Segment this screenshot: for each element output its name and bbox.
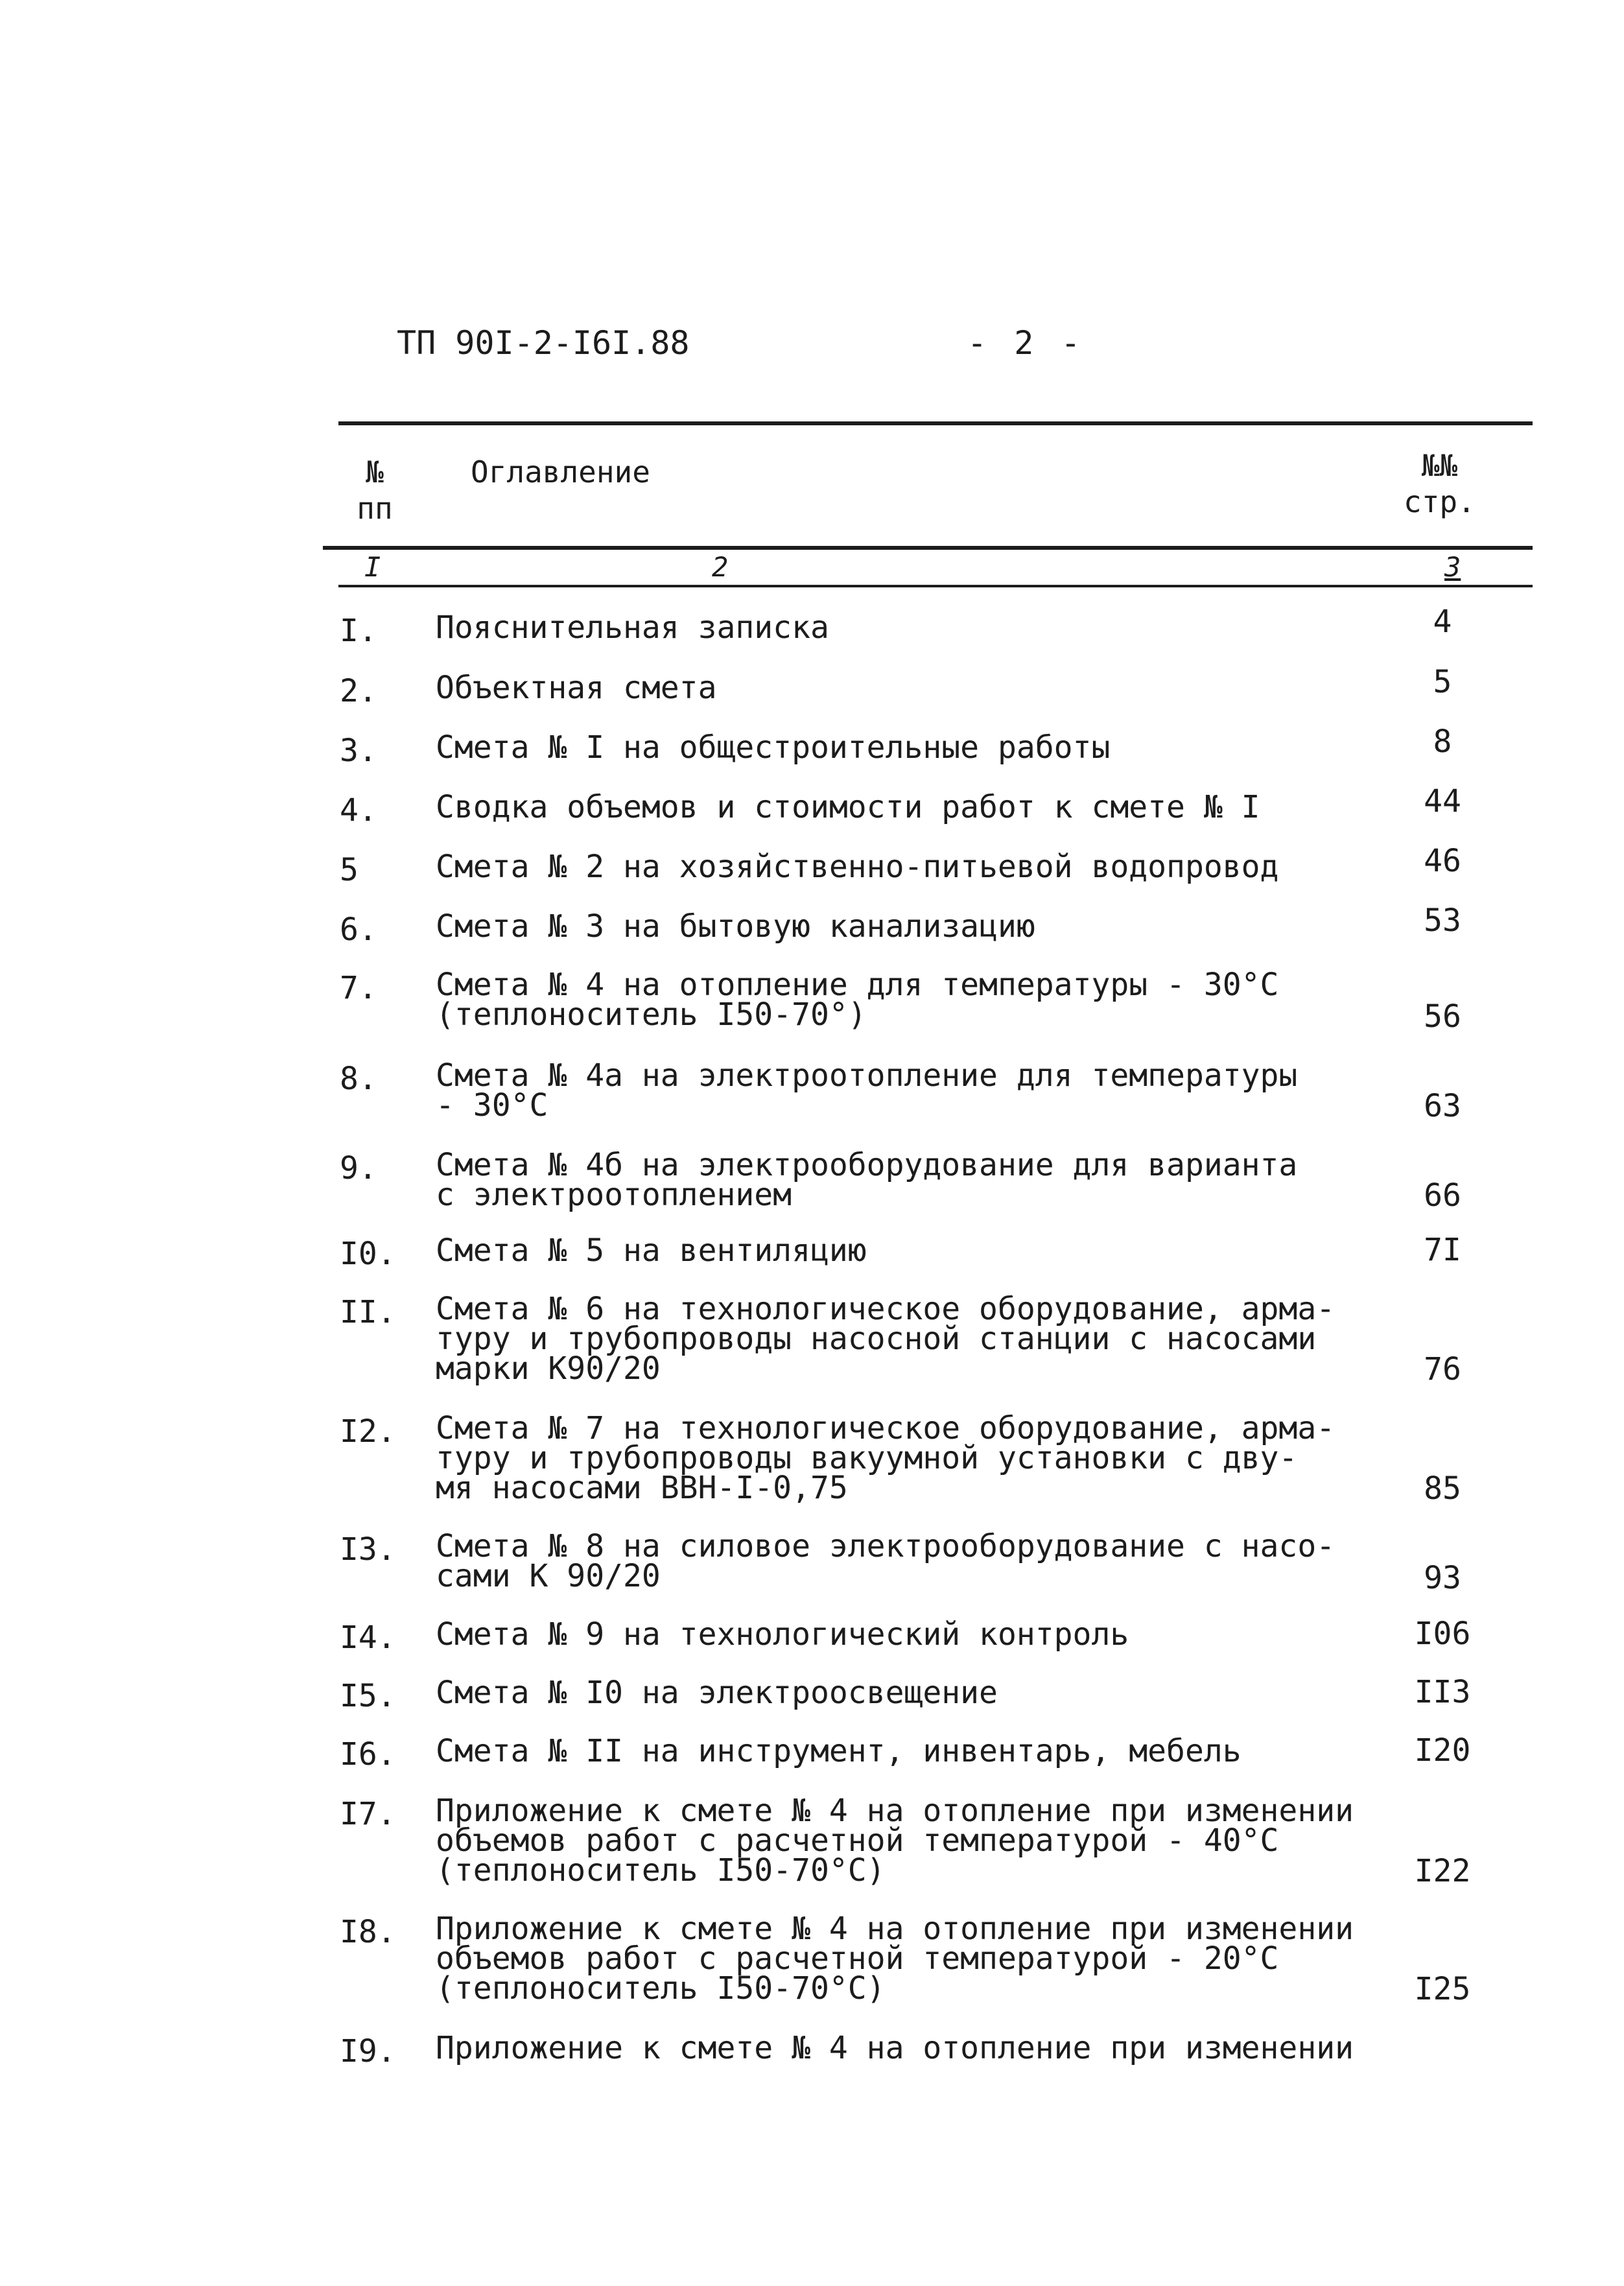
entry-page: 44 [1424,783,1461,819]
entry-page: 46 [1424,843,1461,879]
header-divider-rule [323,546,1533,550]
entry-title: Смета № 4б на электрооборудование для варианта с электроотоплением [436,1147,1298,1213]
entry-number: I8. [340,1914,396,1950]
entry-page: 63 [1424,1088,1461,1124]
entry-page: I25 [1414,1971,1471,2007]
entry-number: 3. [340,733,377,769]
entry-number: I2. [340,1413,396,1450]
entry-title: Смета № I0 на электроосвещение [436,1675,998,1711]
entry-number: I3. [340,1531,396,1568]
entry-number: I0. [340,1236,396,1272]
table-top-rule [338,421,1533,425]
entry-page: I20 [1414,1732,1471,1769]
entry-page: 5 [1433,664,1452,700]
entry-page: 4 [1433,604,1452,640]
entry-title: Смета № 4а на электроотопление для температуры - 30°С [436,1057,1298,1124]
entry-page: 66 [1424,1177,1461,1214]
entry-title: Сводка объемов и стоимости работ к смете № I [436,789,1260,825]
entry-title: Приложение к смете № 4 на отопление при изменении объемов работ с расчетной температурой - 40°С (теплоноситель I50-70°С) [436,1793,1354,1889]
entry-number: 6. [340,912,377,948]
entry-number: I6. [340,1736,396,1773]
entry-page: 85 [1424,1470,1461,1507]
entry-number: 9. [340,1150,377,1186]
entry-title: Пояснительная записка [436,609,829,646]
entry-title: Приложение к смете № 4 на отопление при изменении [436,2030,1354,2066]
column-header-title: Оглавление [471,454,650,489]
page-number: - 2 - [967,324,1085,362]
entry-title: Смета № 8 на силовое электрооборудование с насо- сами К 90/20 [436,1528,1336,1594]
entry-page: 7I [1424,1232,1461,1268]
entry-title: Смета № I на общестроительные работы [436,729,1111,766]
page-header [0,324,1624,376]
entry-page: I22 [1414,1853,1471,1889]
entry-page: I06 [1414,1616,1471,1652]
entry-page: 76 [1424,1351,1461,1387]
entry-number: 5 [340,852,359,888]
entry-title: Смета № 9 на технологический контроль [436,1616,1129,1653]
entry-page: II3 [1414,1674,1471,1710]
entry-title: Смета № 6 на технологическое оборудование, арма- туру и трубопроводы насосной станции с насосами марки К90/20 [436,1291,1336,1387]
entry-title: Объектная смета [436,670,717,706]
entry-title: Приложение к смете № 4 на отопление при изменении объемов работ с расчетной температурой - 20°С (теплоноситель I50-70°С) [436,1911,1354,2007]
entry-page: 8 [1433,724,1452,760]
entry-number: II. [340,1294,396,1330]
entry-number: 8. [340,1061,377,1097]
index-divider-rule [338,585,1533,587]
entry-title: Смета № 7 на технологическое оборудование, арма- туру и трубопроводы вакуумной установки с дву- мя насосами ВВН-I-0,75 [436,1410,1336,1506]
entry-title: Смета № 3 на бытовую канализацию [436,908,1035,945]
entry-number: I4. [340,1620,396,1656]
column-index-3: 3 [1444,551,1461,583]
entry-page: 53 [1424,902,1461,939]
entry-number: I9. [340,2033,396,2069]
entry-number: I. [340,613,377,649]
entry-number: 4. [340,792,377,829]
entry-title: Смета № 4 на отопление для температуры - 30°С (теплоноситель I50-70°) [436,967,1279,1033]
column-header-number: № пп [357,454,393,526]
document-code: ТП 90I-2-I6I.88 [397,324,690,362]
entry-page: 56 [1424,998,1461,1035]
column-header-page: №№ стр. [1404,448,1476,519]
entry-title: Смета № II на инструмент, инвентарь, мебель [436,1733,1242,1769]
column-index-2: 2 [712,551,729,583]
entry-number: 7. [340,970,377,1006]
entry-title: Смета № 5 на вентиляцию [436,1232,867,1269]
entry-page: 93 [1424,1560,1461,1596]
entry-number: I7. [340,1796,396,1832]
entry-number: I5. [340,1678,396,1714]
entry-title: Смета № 2 на хозяйственно-питьевой водопровод [436,849,1279,885]
column-index-1: I [364,551,381,583]
entry-number: 2. [340,673,377,709]
